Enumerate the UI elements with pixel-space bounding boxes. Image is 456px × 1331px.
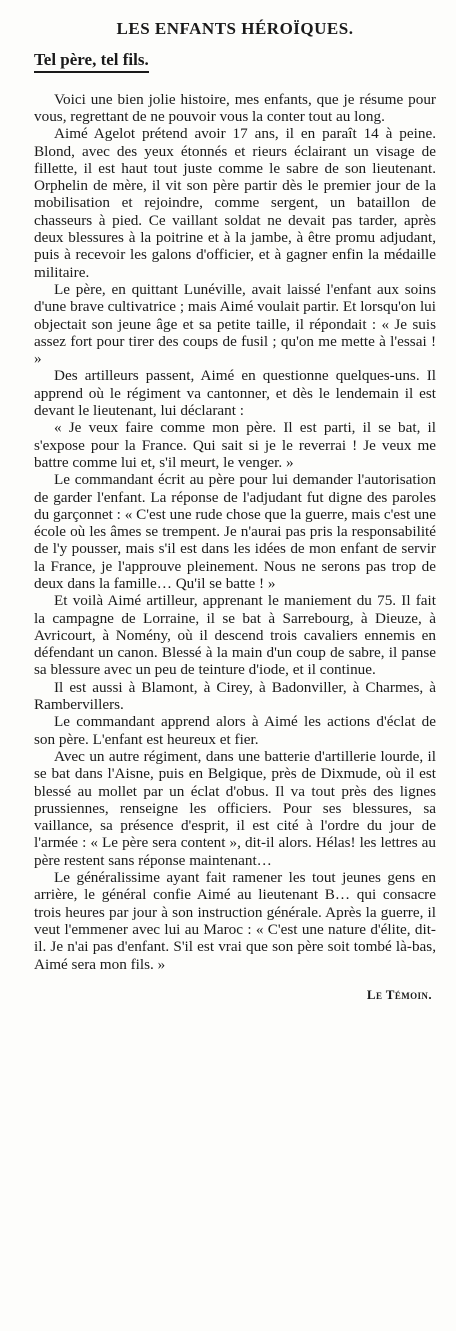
paragraph: « Je veux faire comme mon père. Il est parti, il se bat, il s'expose pour la France. Qui sait si je le reverrai ! Je veux me battre comme lui et, s'il meurt, le venger. » (34, 419, 436, 471)
article-title: LES ENFANTS HÉROÏQUES. (116, 19, 354, 38)
article-body (34, 91, 436, 973)
paragraph: Et voilà Aimé artilleur, apprenant le maniement du 75. Il fait la campagne de Lorraine, il se bat à Sarrebourg, à Dieuze, à Avricourt, à Nomény, où il descend trois cavaliers ennemis en défendant un canon. Blessé à la main d'un coup de sabre, il panse sa blessure avec un peu de teinture d'iode, et il continue. (34, 592, 436, 679)
paragraph: Le généralissime ayant fait ramener les tout jeunes gens en arrière, le général confie Aimé au lieutenant B… qui consacre trois heures par jour à son instruction générale. Après la guerre, il veut l'emmener avec lui au Maroc : « C'est une nature d'élite, dit-il. Je n'ai pas d'enfant. S'il est vrai que son père soit tombé là-bas, Aimé sera mon fils. » (34, 869, 436, 973)
paragraph: Avec un autre régiment, dans une batterie d'artillerie lourde, il se bat dans l'Aisne, puis en Belgique, près de Dixmude, où il est blessé au mollet par un éclat d'obus. Il va tout près des lignes prussiennes, renseigne les officiers. Pour ses blessures, sa vaillance, sa présence d'esprit, il est cité à l'ordre du jour de l'armée : « Le père sera content », dit-il alors. Hélas! les lettres au père restent sans réponse maintenant… (34, 747, 436, 869)
paragraph: Le père, en quittant Lunéville, avait laissé l'enfant aux soins d'une brave cultivatrice ; mais Aimé voulait partir. Et lorsqu'on lui objectait son jeune âge et sa petite taille, il répondait : « Je suis assez fort pour tirer des coups de fusil ; qu'on me mette à l'essai ! » (34, 280, 436, 368)
paragraph: Des artilleurs passent, Aimé en questionne quelques-uns. Il apprend où le régiment va cantonner, et dès le lendemain il est devant le lieutenant, lui déclarant : (34, 367, 436, 420)
paragraph: Il est aussi à Blamont, à Cirey, à Badonviller, à Charmes, à Rambervillers. (34, 678, 436, 714)
subtitle-wrap (34, 51, 436, 81)
article-subtitle: Tel père, tel fils. (34, 51, 149, 73)
paragraph: Aimé Agelot prétend avoir 17 ans, il en paraît 14 à peine. Blond, avec des yeux étonnés et rieurs éclairant un visage de fillette, il est haut tout juste comme le sabre de son lieutenant. Orphelin de mère, il vit son père partir dès le premier jour de la mobilisation et rejoindre, comme sergent, un bataillon de chasseurs à pied. Ce vaillant soldat ne devait pas tarder, après deux blessures à la poitrine et à la jambe, à être promu adjudant, puis à recevoir les galons d'officier, et à gagner enfin la médaille militaire. (34, 125, 436, 281)
author-signature: Le Témoin. (366, 986, 432, 1002)
paragraph: Voici une bien jolie histoire, mes enfants, que je résume pour vous, regrettant de ne pouvoir vous la conter tout au long. (34, 90, 436, 125)
paragraph: Le commandant apprend alors à Aimé les actions d'éclat de son père. L'enfant est heureux et fier. (34, 713, 436, 748)
paragraph: Le commandant écrit au père pour lui demander l'autorisation de garder l'enfant. La réponse de l'adjudant fut digne des paroles du garçonnet : « C'est une rude chose que la guerre, mais c'est une école où les âmes se trempent. Je n'aurai pas pris la responsabilité de l'y pousser, mais s'il est dans les idées de mon enfant de servir la France, je l'approuve pleinement. Nous ne serons pas trop de deux dans la famille… Qu'il se batte ! » (34, 471, 436, 592)
